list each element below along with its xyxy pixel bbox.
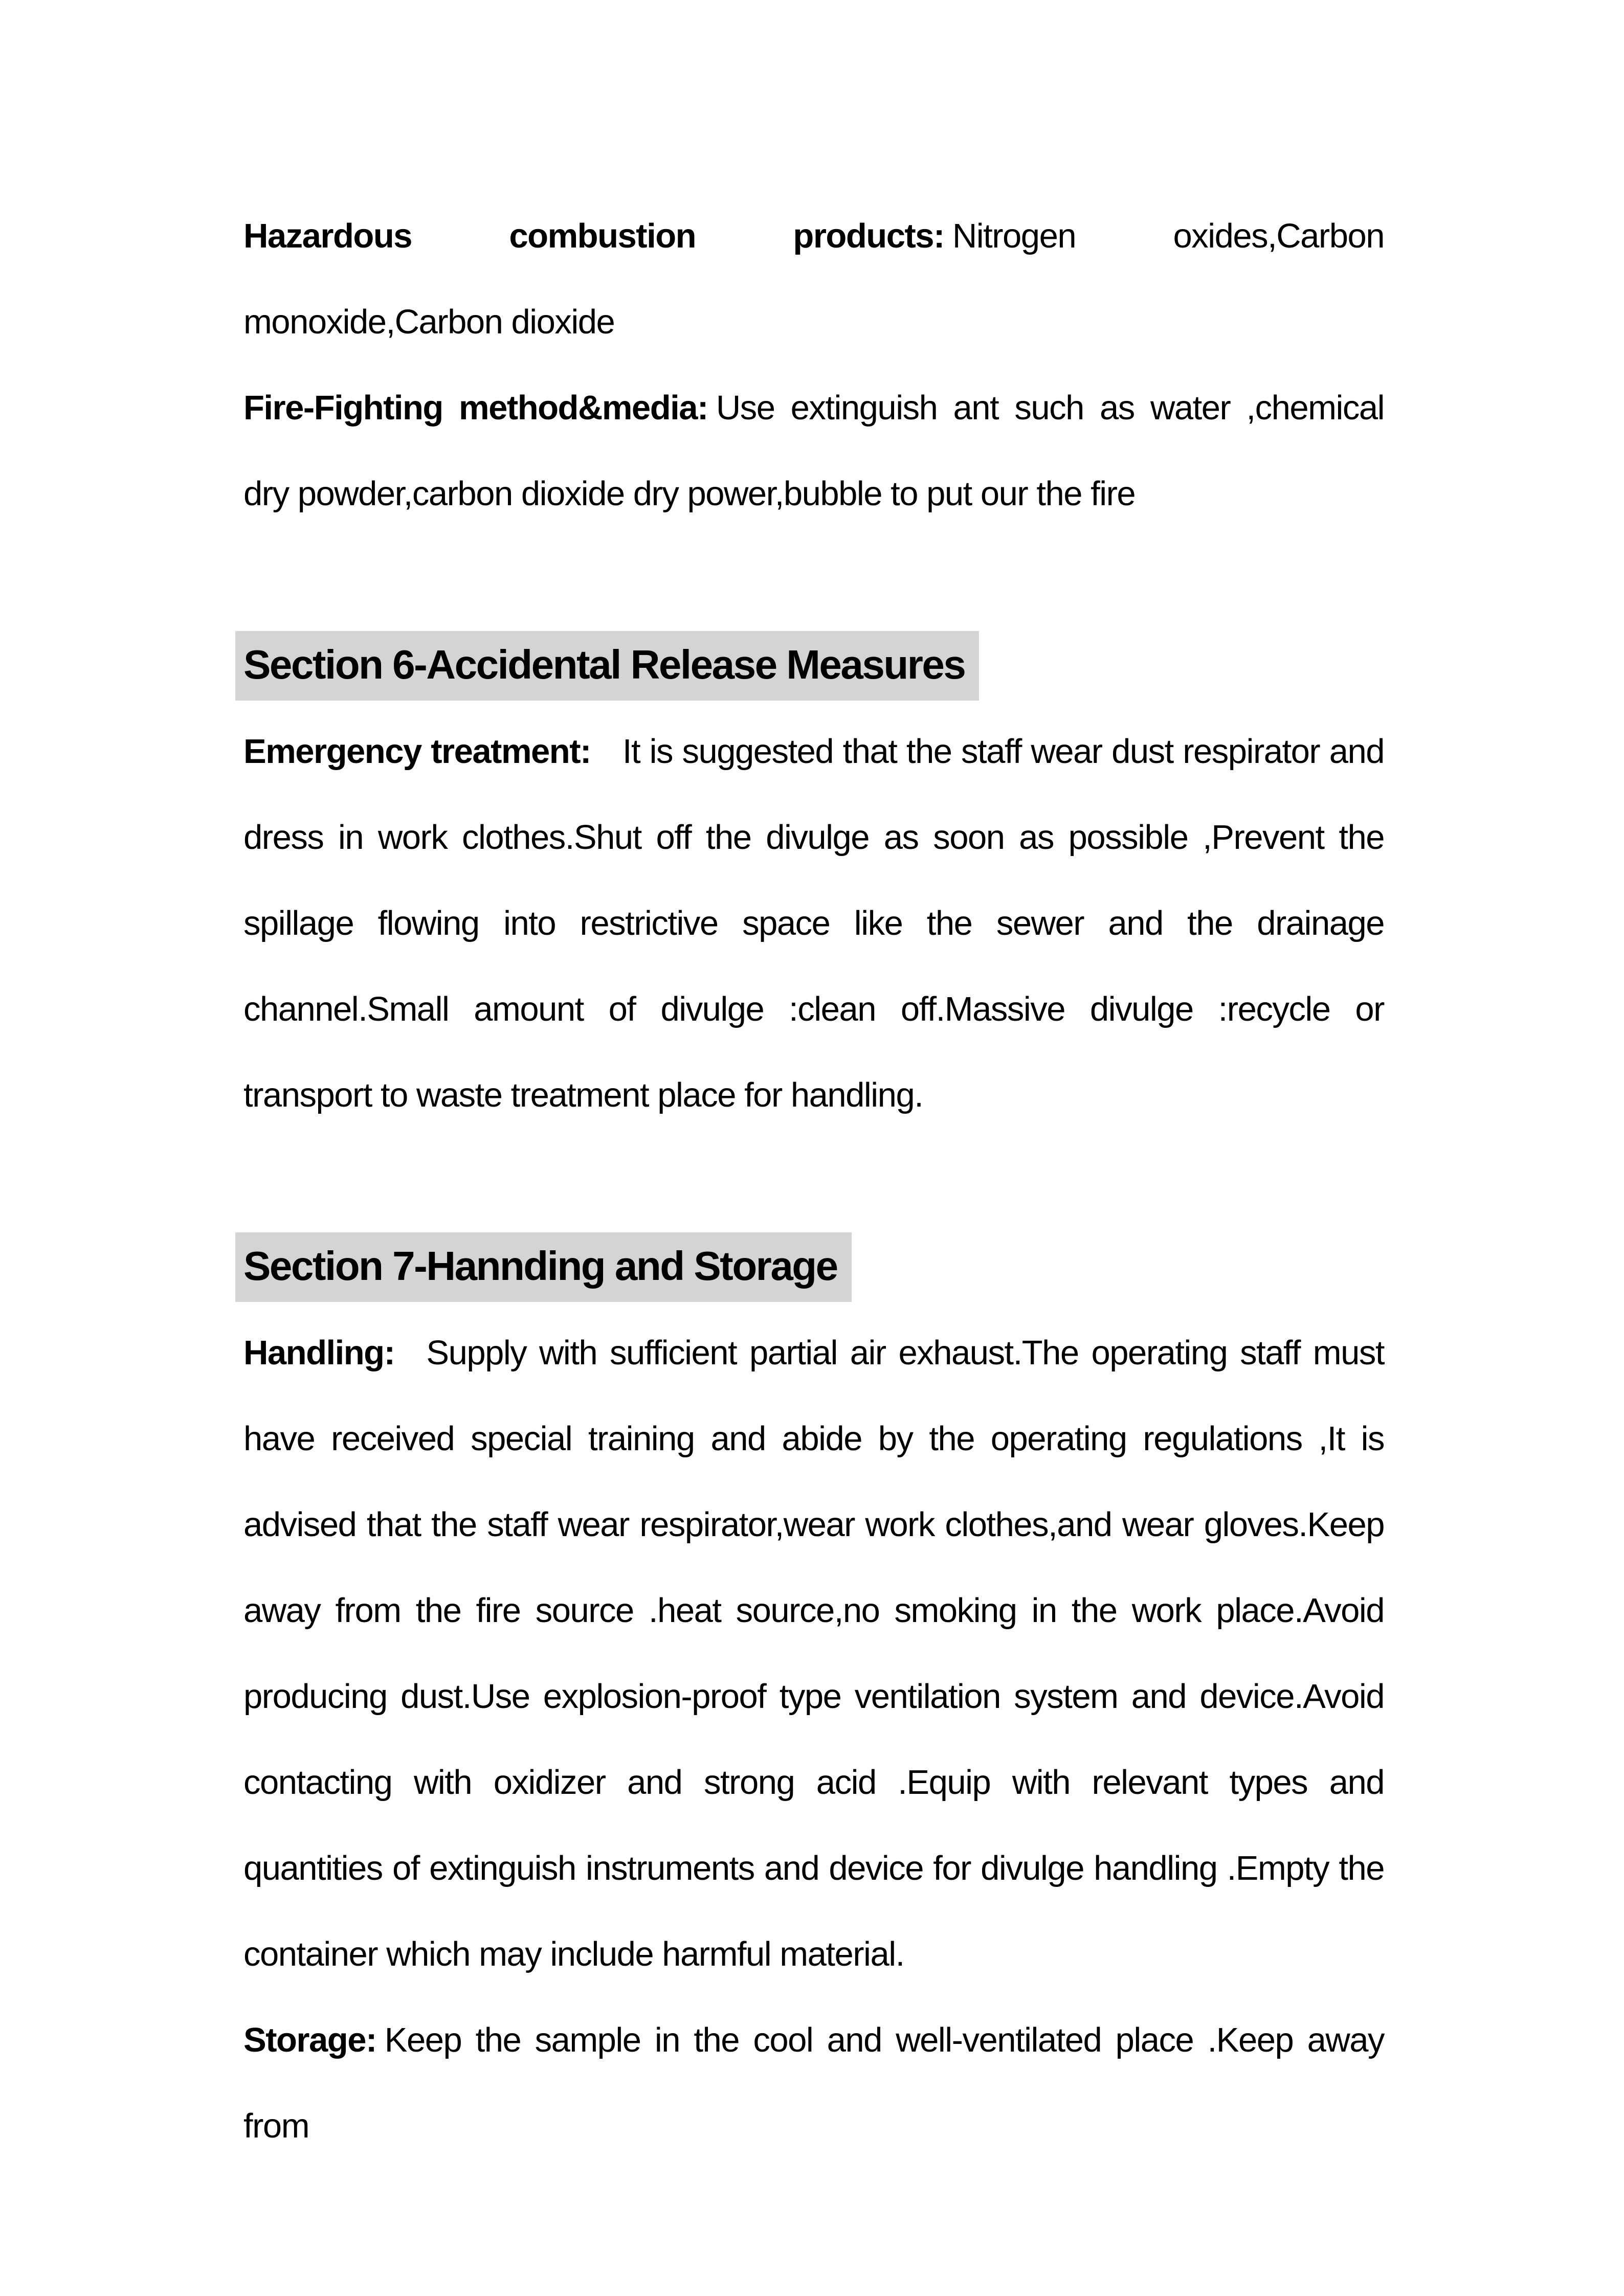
emergency-treatment-label: Emergency treatment: [243,732,591,771]
handling-value: Supply with sufficient partial air exhaust.The operating staff must have received special training and abide by the operating regulations ,It is advised that the staff wear respirator,wear work clothes,and wear gloves.Keep away from the fire source .heat source,no smoking in the work place.Avoid producing dust.Use explosion-proof type ventilation system and device.Avoid contacting with oxidizer and strong acid .Equip with relevant types and quantities of extinguish instruments and device for divulge handling .Empty the container which may include harmful material. [243,1334,1384,1973]
field-handling [243,1310,1384,1997]
field-storage [243,1997,1384,2169]
hazardous-combustion-products-value: Nitrogen oxides,Carbon monoxide,Carbon dioxide [243,217,1384,341]
section-7-heading: Section 7-Hannding and Storage [235,1232,852,1302]
section-6-heading: Section 6-Accidental Release Measures [235,631,979,701]
emergency-treatment-value: It is suggested that the staff wear dust respirator and dress in work clothes.Shut off the divulge as soon as possible ,Prevent the spillage flowing into restrictive space like the sewer and the drainage channel.Small amount of divulge :clean off.Massive divulge :recycle or transport to waste treatment place for handling. [243,732,1384,1114]
fire-fighting-method-value: Use extinguish ant such as water ,chemical dry powder,carbon dioxide dry power,bubble to put our the fire [243,389,1384,513]
handling-label: Handling: [243,1334,395,1372]
storage-value: Keep the sample in the cool and well-ventilated place .Keep away from [243,2021,1384,2145]
field-hazardous-combustion-products [243,193,1384,365]
storage-label: Storage: [243,2021,376,2059]
field-emergency-treatment [243,709,1384,1138]
fire-fighting-method-label: Fire-Fighting method&media: [243,389,708,427]
section-6-heading-row [243,623,1384,709]
section-7-heading-row [243,1224,1384,1310]
field-fire-fighting-method [243,365,1384,537]
hazardous-combustion-products-label: Hazardous combustion products: [243,217,944,255]
